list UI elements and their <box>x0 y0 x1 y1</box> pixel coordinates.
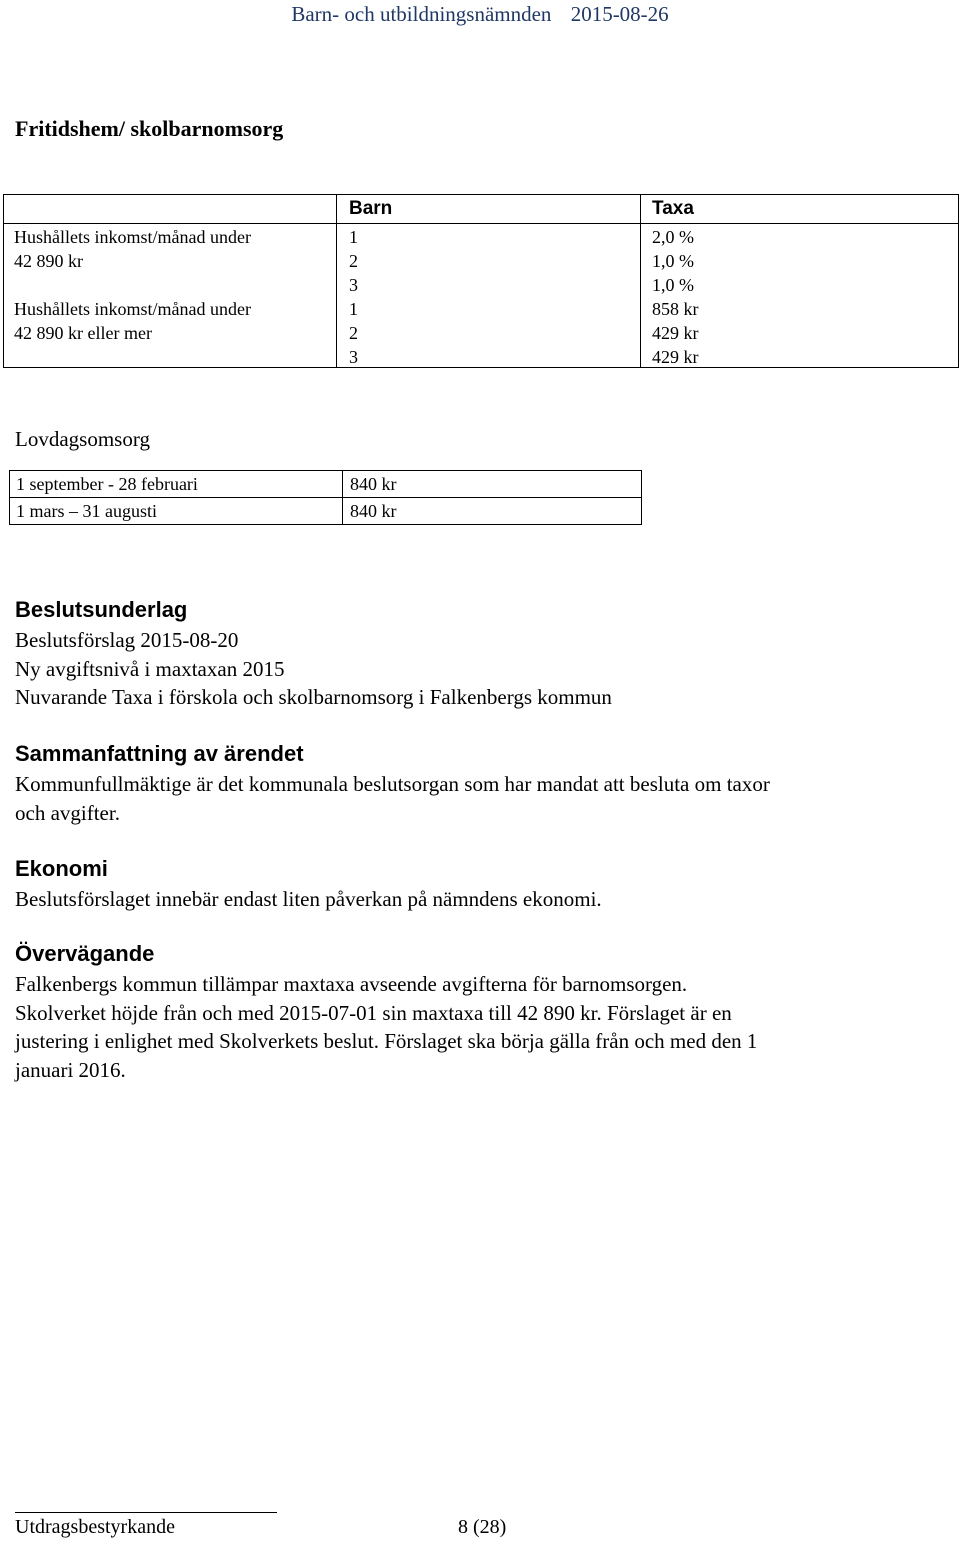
table-divider <box>4 223 958 224</box>
list-item: Nuvarande Taxa i förskola och skolbarnomsorg i Falkenbergs kommun <box>15 685 612 709</box>
period-cell: 1 mars – 31 augusti <box>16 501 157 521</box>
table-divider <box>336 195 337 367</box>
column-header-taxa: Taxa <box>652 198 694 219</box>
overvagande-text: Falkenbergs kommun tillämpar maxtaxa avseende avgifterna för barnomsorgen. Skolverket höjde från och med 2015-07-01 sin maxtaxa till 42 890 kr. Förslaget är en justering i enlighet med Skolverkets beslut. Förslaget ska börja gälla från och med den 1 januari 2016. <box>15 972 758 1082</box>
list-item: Beslutsförslag 2015-08-20 <box>15 628 239 652</box>
sammanfattning-text: Kommunfullmäktige är det kommunala beslutsorgan som har mandat att besluta om taxor och avgifter. <box>15 772 770 825</box>
sammanfattning-heading: Sammanfattning av ärendet <box>15 741 304 766</box>
ekonomi-text: Beslutsförslaget innebär endast liten påverkan på nämndens ekonomi. <box>15 887 602 911</box>
table-row-barn: 1 2 3 <box>349 227 358 295</box>
page-header <box>0 0 960 28</box>
list-item: Ny avgiftsnivå i maxtaxan 2015 <box>15 656 285 681</box>
signature-line <box>15 1512 277 1513</box>
table-row-taxa: 858 kr 429 kr 429 kr <box>652 299 699 367</box>
beslutsunderlag-list <box>15 626 945 712</box>
price-cell: 840 kr <box>350 501 397 521</box>
period-cell: 1 september - 28 februari <box>16 474 198 494</box>
column-header-barn: Barn <box>349 198 393 219</box>
fritidshem-table <box>3 194 959 368</box>
lovdag-table <box>9 470 642 525</box>
price-cell: 840 kr <box>350 474 397 494</box>
meeting-date: 2015-08-26 <box>570 2 669 26</box>
lovdag-title: Lovdagsomsorg <box>15 427 150 451</box>
footer-label: Utdragsbestyrkande <box>15 1516 175 1538</box>
ekonomi-heading: Ekonomi <box>15 856 108 881</box>
table-row-taxa: 2,0 % 1,0 % 1,0 % <box>652 227 694 295</box>
beslutsunderlag-heading: Beslutsunderlag <box>15 597 188 622</box>
table-row-label: Hushållets inkomst/månad under 42 890 kr eller mer <box>14 299 251 343</box>
table-row-label: Hushållets inkomst/månad under 42 890 kr <box>14 227 251 271</box>
committee-name: Barn- och utbildningsnämnden <box>291 2 552 26</box>
table-row <box>10 498 641 525</box>
fritidshem-title: Fritidshem/ skolbarnomsorg <box>15 116 284 141</box>
page-number: 8 (28) <box>458 1516 507 1538</box>
table-divider <box>640 195 641 367</box>
overvagande-heading: Övervägande <box>15 941 155 966</box>
table-row <box>10 471 641 498</box>
table-row-barn: 1 2 3 <box>349 299 358 367</box>
